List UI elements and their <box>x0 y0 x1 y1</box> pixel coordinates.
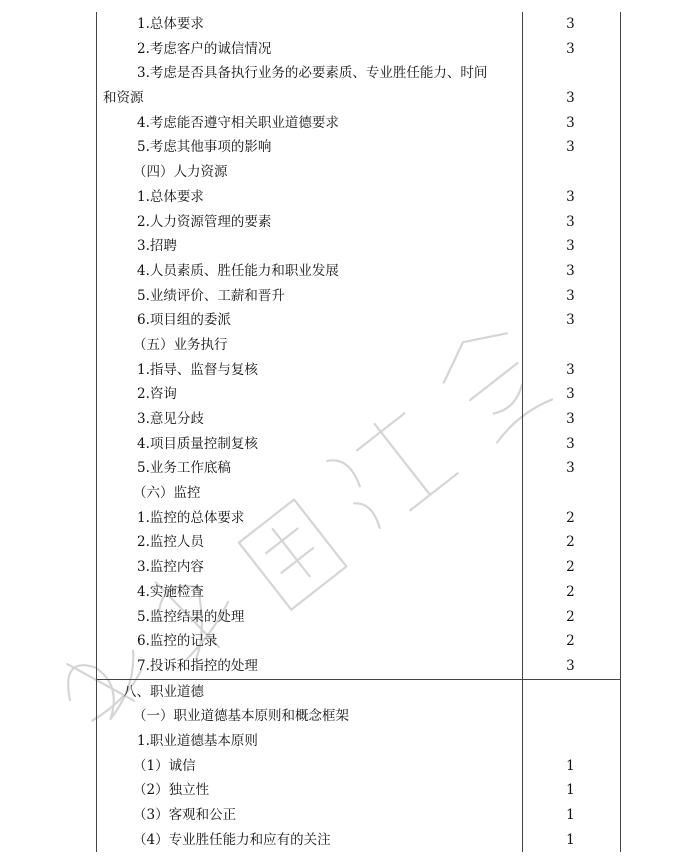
table-row <box>97 358 620 383</box>
table-section-ethics <box>96 680 621 853</box>
row-topic: 5.业绩评价、工薪和晋升 <box>137 287 285 304</box>
row-topic: 6.监控的记录 <box>137 633 218 650</box>
table-row <box>97 111 620 136</box>
row-topic: 2.考虑客户的诚信情况 <box>137 40 272 57</box>
table-row <box>97 308 620 333</box>
table-row <box>97 185 620 210</box>
table-row <box>97 580 620 605</box>
row-hours: 3 <box>566 114 575 131</box>
row-hours: 2 <box>566 559 575 576</box>
row-hours: 2 <box>566 633 575 650</box>
row-topic: 2.监控人员 <box>137 534 204 551</box>
row-topic: （1）诚信 <box>133 757 196 774</box>
table-row <box>97 61 620 110</box>
table-row <box>97 432 620 457</box>
table-row <box>97 680 620 705</box>
table-row <box>97 12 620 37</box>
row-topic: （4）专业胜任能力和应有的关注 <box>133 831 331 848</box>
row-hours: 3 <box>566 90 575 107</box>
table-row <box>97 629 620 654</box>
table-row <box>97 729 620 754</box>
row-topic: （五）业务执行 <box>133 336 228 353</box>
row-topic: 1.总体要求 <box>137 15 204 32</box>
row-hours: 3 <box>566 386 575 403</box>
table-row <box>97 234 620 259</box>
table-row <box>97 407 620 432</box>
row-topic: 2.人力资源管理的要素 <box>137 213 272 230</box>
row-hours: 3 <box>566 411 575 427</box>
column-divider <box>522 12 523 679</box>
table-row <box>97 37 620 62</box>
row-topic: （六）监控 <box>133 485 201 502</box>
row-topic: 5.监控结果的处理 <box>137 608 245 625</box>
column-divider <box>522 680 523 853</box>
table-row <box>97 803 620 828</box>
row-topic: （四）人力资源 <box>133 164 228 181</box>
row-topic: 4.人员素质、胜任能力和职业发展 <box>137 262 339 279</box>
row-topic: 3.监控内容 <box>137 559 204 576</box>
row-topic <box>97 61 519 110</box>
row-hours: 3 <box>566 40 575 57</box>
row-topic: （3）客观和公正 <box>133 807 237 823</box>
row-hours: 3 <box>566 262 575 279</box>
row-topic: 4.实施检查 <box>137 583 204 600</box>
row-hours: 3 <box>566 238 575 255</box>
row-hours: 3 <box>566 15 575 32</box>
row-topic: 3.招聘 <box>137 238 177 255</box>
row-hours: 3 <box>566 139 575 156</box>
table-row <box>97 284 620 309</box>
row-hours: 3 <box>566 657 575 674</box>
table-row <box>97 382 620 407</box>
row-topic: 八、职业道德 <box>123 683 204 700</box>
row-hours: 3 <box>566 287 575 304</box>
row-topic: 4.项目质量控制复核 <box>137 435 258 452</box>
table-row <box>97 605 620 630</box>
table-row <box>97 333 620 358</box>
row-topic: 1.职业道德基本原则 <box>137 732 258 749</box>
table-row <box>97 654 620 679</box>
table-row <box>97 530 620 555</box>
row-topic: 2.咨询 <box>137 386 177 403</box>
table-row <box>97 481 620 506</box>
row-topic: 3.意见分歧 <box>137 411 204 427</box>
row-hours: 1 <box>566 807 575 823</box>
row-topic: 5.业务工作底稿 <box>137 460 231 477</box>
row-topic: 5.考虑其他事项的影响 <box>137 139 272 156</box>
row-topic: 1.指导、监督与复核 <box>137 361 258 378</box>
row-hours: 2 <box>566 583 575 600</box>
row-topic: 7.投诉和指控的处理 <box>137 657 258 674</box>
row-topic: 1.监控的总体要求 <box>137 509 245 526</box>
row-hours: 1 <box>566 757 575 774</box>
syllabus-table <box>96 12 621 852</box>
row-topic: 4.考虑能否遵守相关职业道德要求 <box>137 114 339 131</box>
row-hours: 3 <box>566 460 575 477</box>
table-row <box>97 135 620 160</box>
row-hours: 1 <box>566 782 575 799</box>
row-hours: 2 <box>566 534 575 551</box>
table-row <box>97 754 620 779</box>
table-row <box>97 456 620 481</box>
row-hours: 2 <box>566 608 575 625</box>
row-hours: 3 <box>566 312 575 329</box>
table-row <box>97 704 620 729</box>
row-topic-line: 3.考虑是否具备执行业务的必要素质、专业胜任能力、时间 <box>137 65 488 82</box>
row-hours: 2 <box>566 509 575 526</box>
row-topic: （2）独立性 <box>133 782 210 799</box>
row-topic-line: 和资源 <box>103 90 144 107</box>
row-hours: 3 <box>566 188 575 205</box>
row-topic: 6.项目组的委派 <box>137 312 231 329</box>
table-row <box>97 210 620 235</box>
row-topic: （一）职业道德基本原则和概念框架 <box>133 708 349 725</box>
table-row <box>97 555 620 580</box>
table-section-quality-control <box>96 12 621 680</box>
table-row <box>97 160 620 185</box>
row-hours: 1 <box>566 831 575 848</box>
row-topic: 1.总体要求 <box>137 188 204 205</box>
row-hours: 3 <box>566 213 575 230</box>
table-row <box>97 778 620 803</box>
table-row <box>97 259 620 284</box>
row-hours: 3 <box>566 435 575 452</box>
row-hours: 3 <box>566 361 575 378</box>
table-row <box>97 828 620 853</box>
table-row <box>97 506 620 531</box>
